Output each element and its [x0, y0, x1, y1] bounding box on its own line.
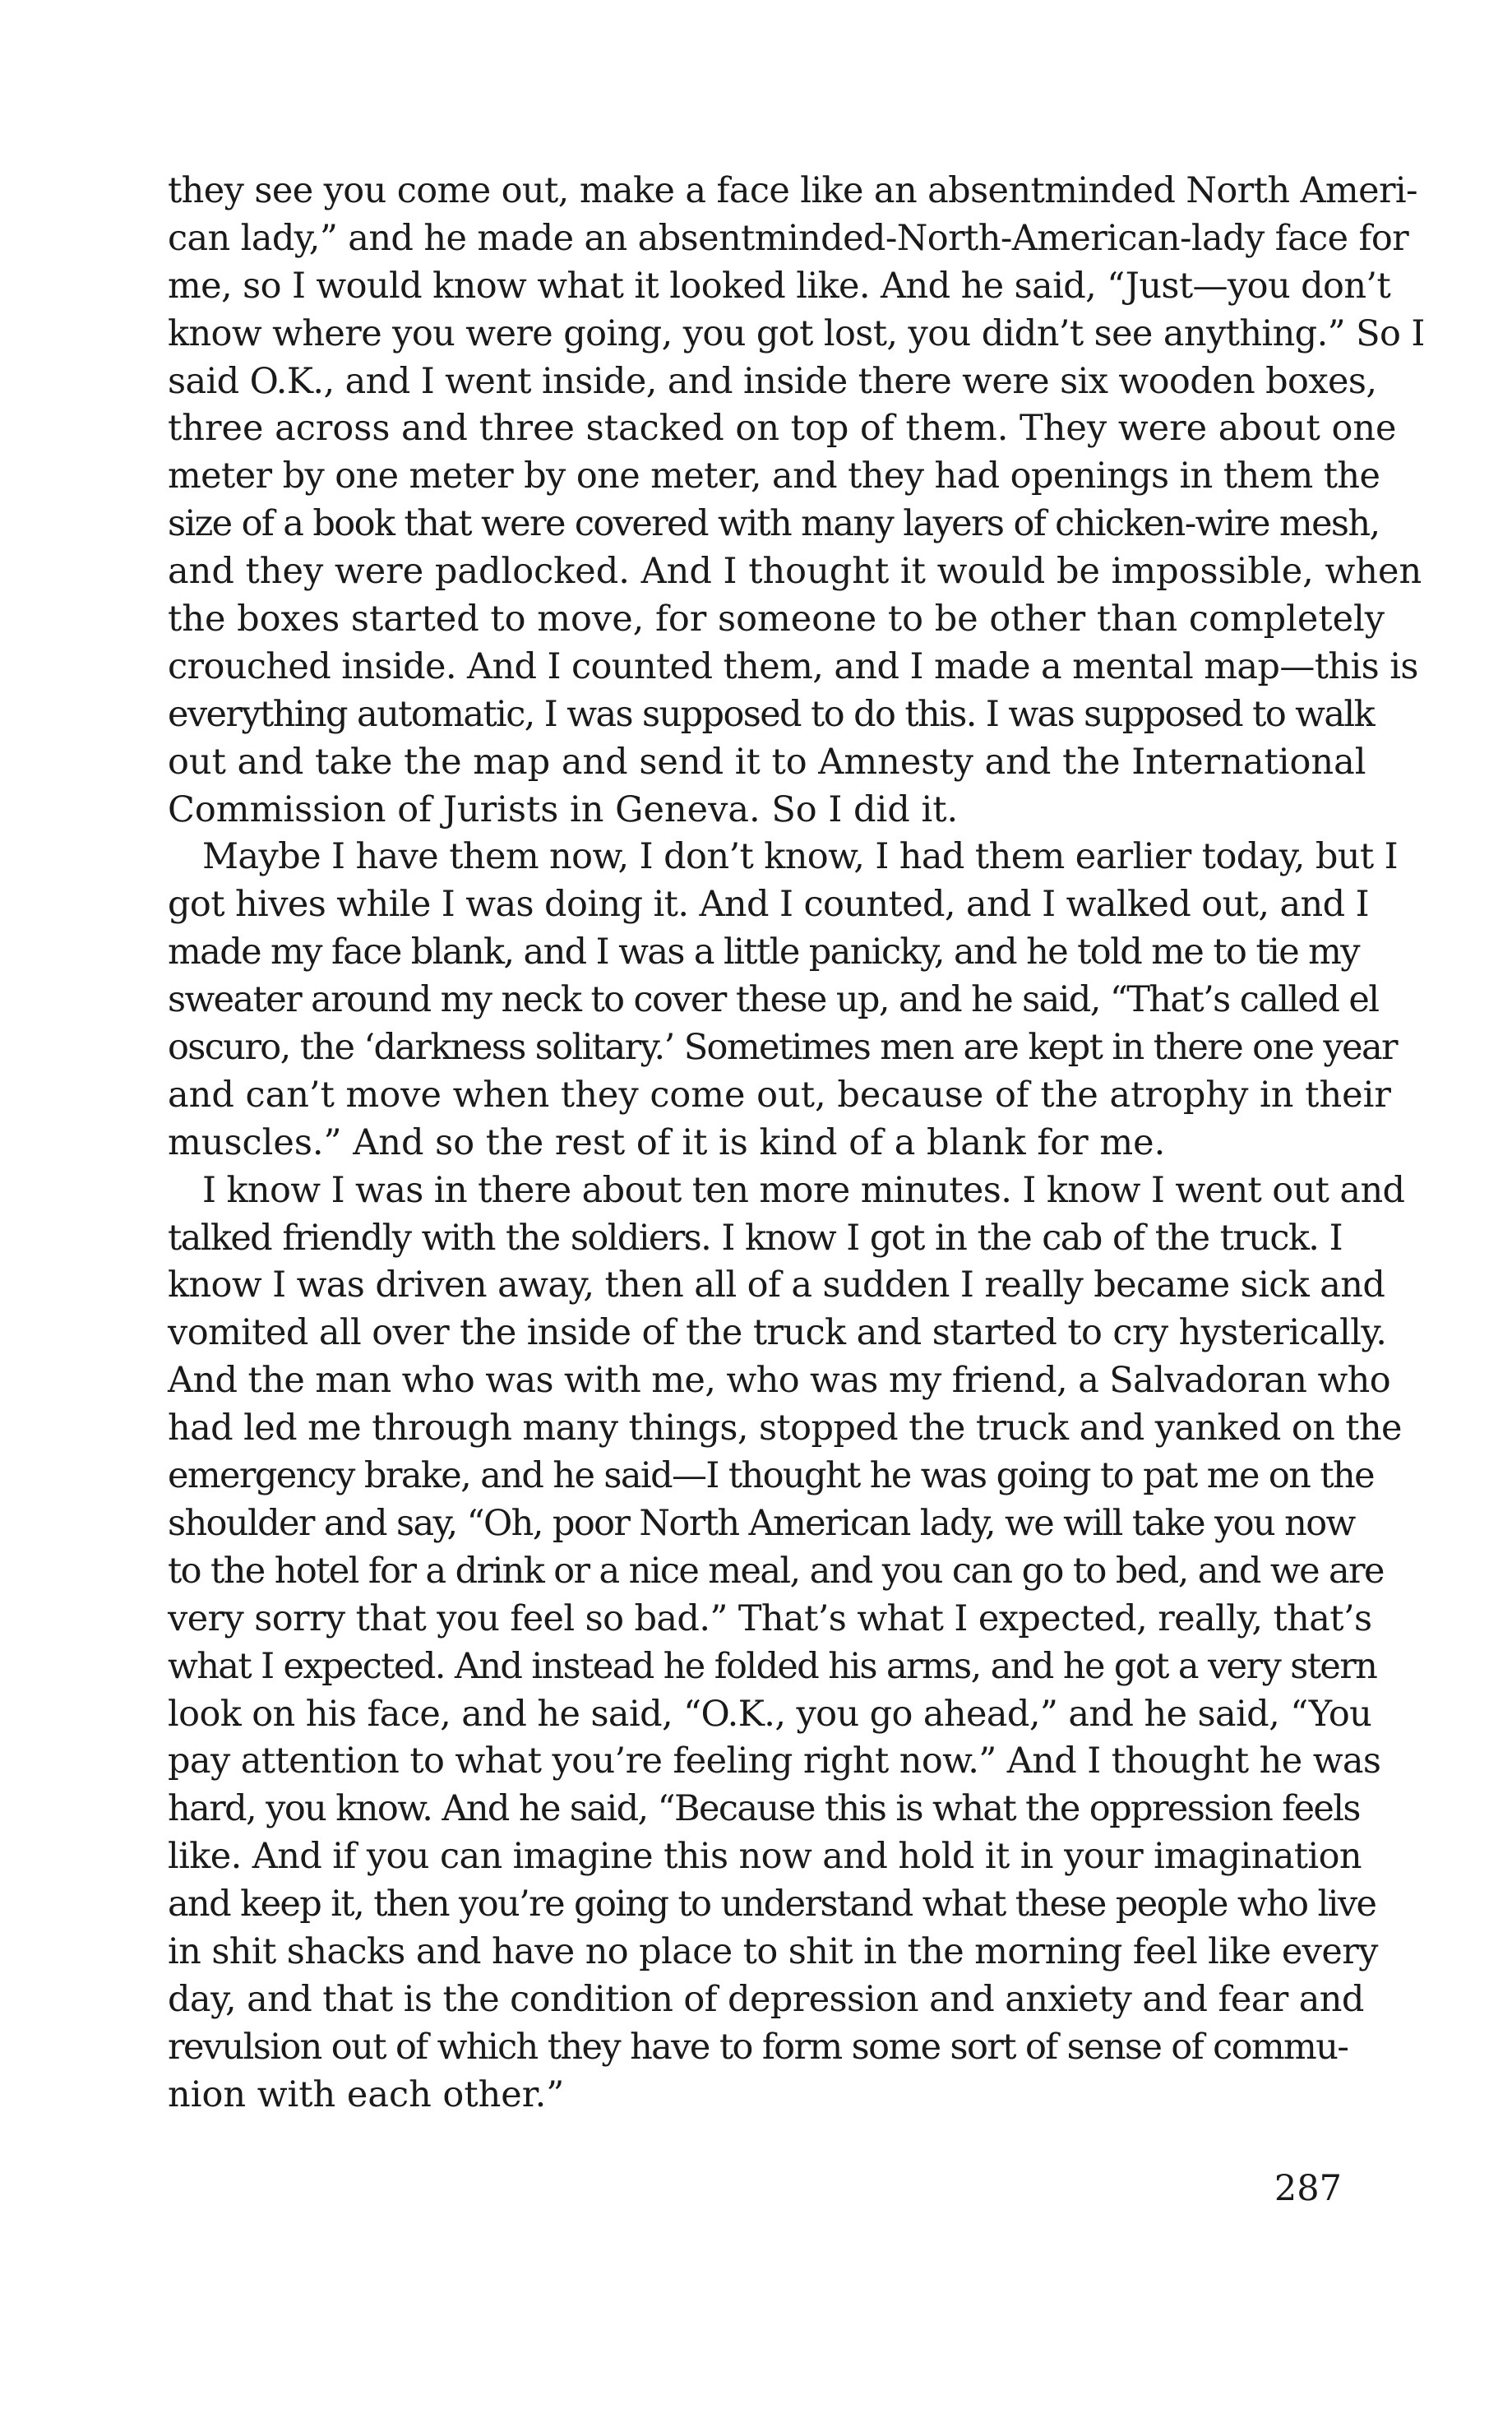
- paragraph-start-line: Maybe I have them now, I don’t know, I had them earlier today, but I: [202, 836, 1398, 878]
- text-line: look on his face, and he said, “O.K., you go ahead,” and he said, “You: [168, 1693, 1372, 1735]
- text-line: can lady,” and he made an absentminded-North-American-lady face for: [168, 217, 1409, 259]
- text-line: said O.K., and I went inside, and inside there were six wooden boxes,: [168, 360, 1377, 402]
- text-line: vomited all over the inside of the truck and started to cry hysterically.: [168, 1312, 1387, 1354]
- text-line: me, so I would know what it looked like. And he said, “Just—you don’t: [168, 265, 1391, 307]
- text-line: oscuro, the ‘darkness solitary.’ Sometimes men are kept in there one year: [168, 1027, 1397, 1069]
- text-line: and they were padlocked. And I thought it would be impossible, when: [168, 551, 1422, 593]
- text-line: know I was driven away, then all of a sudden I really became sick and: [168, 1264, 1385, 1306]
- text-line: like. And if you can imagine this now and hold it in your imagination: [168, 1836, 1362, 1878]
- text-line: meter by one meter by one meter, and they had openings in them the: [168, 455, 1380, 497]
- text-line: pay attention to what you’re feeling right now.” And I thought he was: [168, 1740, 1381, 1782]
- text-line: revulsion out of which they have to form some sort of sense of commu-: [168, 2026, 1348, 2068]
- text-line: they see you come out, make a face like an absentminded North Ameri-: [168, 170, 1417, 211]
- text-line: to the hotel for a drink or a nice meal, and you can go to bed, and we are: [168, 1550, 1384, 1592]
- text-line: know where you were going, you got lost, you didn’t see anything.” So I: [168, 312, 1425, 354]
- text-line: the boxes started to move, for someone to be other than completely: [168, 599, 1385, 640]
- text-line: sweater around my neck to cover these up, and he said, “That’s called el: [168, 979, 1379, 1021]
- text-line: emergency brake, and he said—I thought he was going to pat me on the: [168, 1455, 1374, 1497]
- paragraph-end-line: Commission of Jurists in Geneva. So I did it.: [168, 788, 959, 830]
- text-line: hard, you know. And he said, “Because this is what the oppression feels: [168, 1788, 1360, 1830]
- text-line: day, and that is the condition of depression and anxiety and fear and: [168, 1978, 1364, 2020]
- paragraph-end-line: nion with each other.”: [168, 2073, 565, 2115]
- body-text: [168, 168, 1425, 2119]
- text-line: three across and three stacked on top of them. They were about one: [168, 408, 1397, 450]
- text-line: and can’t move when they come out, because of the atrophy in their: [168, 1074, 1391, 1116]
- text-line: in shit shacks and have no place to shit in the morning feel like every: [168, 1930, 1378, 1972]
- page-number: 287: [1274, 2168, 1342, 2209]
- text-line: everything automatic, I was supposed to do this. I was supposed to walk: [168, 693, 1375, 735]
- text-line: what I expected. And instead he folded his arms, and he got a very stern: [168, 1645, 1377, 1687]
- text-line: very sorry that you feel so bad.” That’s what I expected, really, that’s: [168, 1597, 1372, 1639]
- paragraph-start-line: I know I was in there about ten more minutes. I know I went out and: [202, 1169, 1405, 1211]
- text-line: crouched inside. And I counted them, and I made a mental map—this is: [168, 645, 1418, 687]
- text-line: And the man who was with me, who was my friend, a Salvadoran who: [168, 1360, 1391, 1402]
- text-line: out and take the map and send it to Amnesty and the International: [168, 741, 1366, 783]
- text-line: size of a book that were covered with many layers of chicken-wire mesh,: [168, 503, 1380, 545]
- text-line: got hives while I was doing it. And I counted, and I walked out, and I: [168, 884, 1369, 926]
- text-line: and keep it, then you’re going to understand what these people who live: [168, 1884, 1376, 1925]
- text-line: talked friendly with the soldiers. I know I got in the cab of the truck. I: [168, 1217, 1342, 1259]
- text-line: had led me through many things, stopped the truck and yanked on the: [168, 1408, 1402, 1449]
- text-line: made my face blank, and I was a little panicky, and he told me to tie my: [168, 931, 1359, 973]
- paragraph-end-line: muscles.” And so the rest of it is kind of a blank for me.: [168, 1121, 1166, 1163]
- text-line: shoulder and say, “Oh, poor North American lady, we will take you now: [168, 1502, 1355, 1544]
